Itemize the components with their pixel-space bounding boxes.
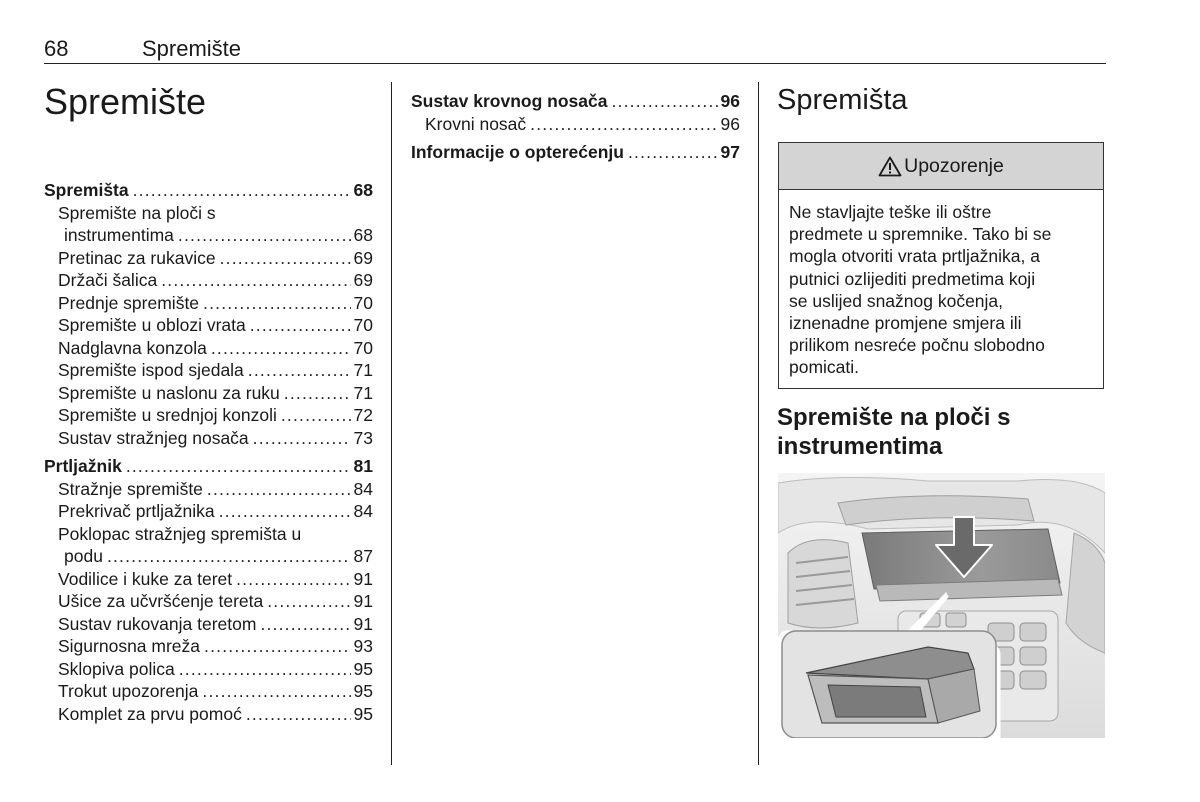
chapter-title: Spremište xyxy=(44,81,207,122)
toc-entry-page: 95 xyxy=(353,681,373,701)
toc-entry[interactable] xyxy=(44,635,373,658)
toc-entry-label: instrumentima xyxy=(64,225,174,245)
toc-entry[interactable] xyxy=(44,680,373,703)
toc-entry[interactable] xyxy=(44,703,373,726)
toc-entry-page: 91 xyxy=(353,613,373,634)
toc-leader-dots xyxy=(161,269,350,292)
column-divider-right xyxy=(758,82,759,765)
toc-entry[interactable] xyxy=(44,427,373,450)
warning-line: prilikom nesreće počnu slobodno xyxy=(789,335,1045,356)
toc-entry-label: Spremište na ploči s xyxy=(58,202,216,223)
toc-entry-label: Poklopac stražnjeg spremišta u xyxy=(58,523,302,544)
toc-entry-label: Ušice za učvršćenje tereta xyxy=(58,591,264,611)
warning-line: Ne stavljajte teške ili oštre xyxy=(789,202,992,222)
toc-entry-page: 70 xyxy=(353,315,373,335)
toc-entry-label: Spremište ispod sjedala xyxy=(58,360,244,380)
toc-entry-page: 71 xyxy=(353,360,373,380)
warning-title: Upozorenje xyxy=(904,154,1004,177)
toc-entry[interactable] xyxy=(44,658,373,681)
toc-entry-page: 69 xyxy=(353,247,373,268)
toc-entry[interactable] xyxy=(44,359,373,382)
instrument-panel-storage-photo xyxy=(778,473,1105,738)
toc-entry[interactable] xyxy=(44,202,373,225)
toc-leader-dots xyxy=(211,337,351,360)
toc-entry-page: 91 xyxy=(353,568,373,589)
toc-entry-label: Prtljažnik xyxy=(44,456,122,476)
toc-entry-label: Spremišta xyxy=(44,180,129,200)
toc-entry[interactable] xyxy=(44,269,373,292)
toc-entry-page: 73 xyxy=(353,427,373,448)
toc-entry-page: 71 xyxy=(353,382,373,403)
toc-entry-label: Trokut upozorenja xyxy=(58,681,199,701)
toc-entry-label: Prednje spremište xyxy=(58,292,200,313)
toc-entry-main[interactable] xyxy=(411,90,740,113)
toc-entry-label: Sustav stražnjeg nosača xyxy=(58,427,249,448)
toc-entry-main[interactable] xyxy=(44,179,373,202)
toc-entry-page: 81 xyxy=(353,456,373,476)
toc-entry[interactable] xyxy=(44,613,373,636)
toc-entry-page: 95 xyxy=(353,703,373,724)
toc-entry-label: Sklopiva polica xyxy=(58,658,175,679)
toc-entry[interactable] xyxy=(44,224,373,247)
toc-entry-page: 96 xyxy=(720,91,740,111)
toc-entry-page: 84 xyxy=(353,501,373,521)
toc-leader-dots xyxy=(611,90,717,113)
toc-leader-dots xyxy=(236,568,350,591)
toc-entry[interactable] xyxy=(44,523,373,546)
toc-leader-dots xyxy=(133,179,351,202)
toc-leader-dots xyxy=(250,314,351,337)
toc-leader-dots xyxy=(246,703,351,726)
toc-entry-label: Prekrivač prtljažnika xyxy=(58,501,215,521)
toc-entry-label: Pretinac za rukavice xyxy=(58,247,216,268)
warning-line: predmete u spremnike. Tako bi se xyxy=(789,224,1052,245)
toc-leader-dots xyxy=(178,224,351,247)
toc-leader-dots xyxy=(281,404,351,427)
warning-line: iznenadne promjene smjera ili xyxy=(789,313,1022,334)
toc-entry[interactable] xyxy=(44,500,373,523)
toc-entry-label: Stražnje spremište xyxy=(58,478,203,499)
toc-entry[interactable] xyxy=(44,382,373,405)
header-rule xyxy=(44,63,1106,64)
running-title: Spremište xyxy=(142,36,242,61)
page-number: 68 xyxy=(44,36,69,61)
toc-leader-dots xyxy=(260,613,350,636)
toc-entry-page: 70 xyxy=(353,292,373,313)
toc-entry-page: 91 xyxy=(353,591,373,611)
toc-entry-page: 84 xyxy=(353,478,373,499)
warning-line: se uslijed snažnog kočenja, xyxy=(789,290,1004,311)
toc-entry-page: 95 xyxy=(353,658,373,679)
toc-leader-dots xyxy=(267,590,350,613)
toc-entry-label: Krovni nosač xyxy=(425,113,527,134)
toc-entry[interactable] xyxy=(44,314,373,337)
warning-header xyxy=(779,143,1103,190)
warning-text xyxy=(779,190,1103,379)
toc-entry-label: Spremište u oblozi vrata xyxy=(58,315,246,335)
toc-entry-page: 70 xyxy=(353,337,373,358)
toc-leader-dots xyxy=(107,545,351,568)
toc-entry-label: Sustav krovnog nosača xyxy=(411,91,608,111)
toc-entry[interactable] xyxy=(411,113,740,136)
toc-left-column xyxy=(44,179,373,725)
toc-entry-label: Sustav rukovanja teretom xyxy=(58,613,257,634)
warning-line: pomicati. xyxy=(789,357,860,378)
toc-leader-dots xyxy=(248,359,351,382)
toc-entry[interactable] xyxy=(44,478,373,501)
subsection-heading-line: Spremište na ploči s xyxy=(777,404,1011,431)
toc-entry-page: 68 xyxy=(353,225,373,245)
toc-entry[interactable] xyxy=(44,404,373,427)
toc-entry-label: podu xyxy=(64,546,103,566)
toc-leader-dots xyxy=(126,455,351,478)
toc-entry-label: Nadglavna konzola xyxy=(58,337,207,358)
toc-leader-dots xyxy=(284,382,351,405)
toc-entry-main[interactable] xyxy=(44,455,373,478)
toc-entry[interactable] xyxy=(44,292,373,315)
warning-triangle-icon xyxy=(878,156,902,177)
toc-entry-label: Sigurnosna mreža xyxy=(58,636,201,656)
warning-box xyxy=(778,142,1104,389)
toc-middle-column xyxy=(411,90,740,164)
toc-entry-page: 68 xyxy=(353,180,373,200)
toc-entry-page: 72 xyxy=(353,405,373,425)
toc-entry-label: Komplet za prvu pomoć xyxy=(58,703,242,724)
subsection-heading-line: instrumentima xyxy=(777,433,943,460)
warning-line: mogla otvoriti vrata prtljažnika, a xyxy=(789,246,1040,267)
toc-entry-page: 96 xyxy=(720,113,740,134)
toc-leader-dots xyxy=(179,658,351,681)
toc-entry[interactable] xyxy=(44,247,373,270)
toc-leader-dots xyxy=(253,427,351,450)
column-divider-left xyxy=(391,82,392,765)
toc-entry-main[interactable] xyxy=(411,141,740,164)
section-title: Spremišta xyxy=(777,84,908,116)
toc-leader-dots xyxy=(207,478,351,501)
toc-entry-label: Informacije o opterećenju xyxy=(411,142,624,162)
toc-entry-label: Spremište u srednjoj konzoli xyxy=(58,405,277,425)
toc-leader-dots xyxy=(219,500,351,523)
toc-entry-label: Spremište u naslonu za ruku xyxy=(58,382,280,403)
toc-entry-label: Držači šalica xyxy=(58,270,158,290)
toc-leader-dots xyxy=(628,141,718,164)
warning-line: putnici ozlijediti predmetima koji xyxy=(789,268,1036,289)
toc-entry[interactable] xyxy=(44,590,373,613)
toc-entry[interactable] xyxy=(44,568,373,591)
toc-entry[interactable] xyxy=(44,545,373,568)
toc-leader-dots xyxy=(202,680,350,703)
toc-leader-dots xyxy=(203,292,350,315)
toc-entry-page: 97 xyxy=(720,142,740,162)
toc-entry-label: Vodilice i kuke za teret xyxy=(58,568,233,589)
toc-leader-dots xyxy=(530,113,717,136)
toc-entry-page: 69 xyxy=(353,270,373,290)
toc-leader-dots xyxy=(220,247,351,270)
toc-entry-page: 87 xyxy=(353,546,373,566)
subsection-heading xyxy=(777,403,1107,461)
toc-leader-dots xyxy=(204,635,351,658)
toc-entry[interactable] xyxy=(44,337,373,360)
toc-entry-page: 93 xyxy=(353,636,373,656)
